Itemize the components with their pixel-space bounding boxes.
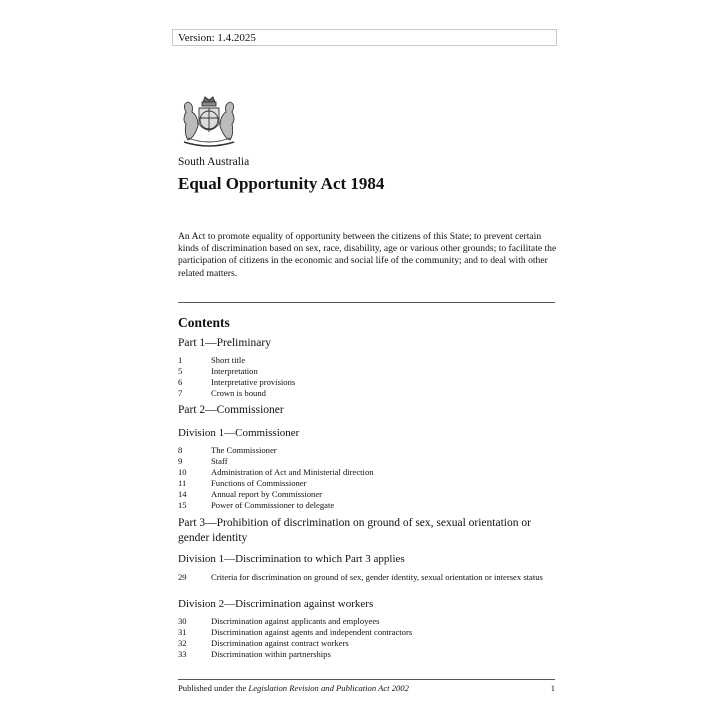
- toc-entry[interactable]: [178, 649, 558, 660]
- toc-entry[interactable]: [178, 366, 558, 377]
- section-title: Annual report by Commissioner: [211, 489, 322, 499]
- section-number: 5: [178, 366, 183, 376]
- section-number: 31: [178, 627, 187, 637]
- part-2-heading: Part 2—Commissioner: [178, 404, 284, 416]
- footer-published-label: Published under the: [178, 683, 249, 693]
- section-number: 14: [178, 489, 187, 499]
- section-title: The Commissioner: [211, 445, 277, 455]
- section-number: 15: [178, 500, 187, 510]
- part-3-heading: Part 3—Prohibition of discrimination on ground of sex, sexual orientation or gender identity: [178, 517, 531, 544]
- page-footer: [178, 683, 555, 693]
- long-title: An Act to promote equality of opportunity between the citizens of this State; to prevent certain kinds of discrimination based on sex, race, disability, age or various other grounds; to facilitate the participation of citizens in the economic and social life of the community; and to deal with other related matters.: [178, 231, 557, 279]
- section-number: 32: [178, 638, 187, 648]
- part-2-division-1-heading: Division 1—Commissioner: [178, 427, 300, 439]
- section-title: Staff: [211, 456, 228, 466]
- coat-of-arms-crest: [178, 94, 240, 150]
- section-number: 6: [178, 377, 183, 387]
- footer-divider: [178, 679, 555, 680]
- version-label: Version: 1.4.2025: [178, 32, 256, 44]
- toc-entry[interactable]: [178, 616, 558, 627]
- section-title: Discrimination within partnerships: [211, 649, 331, 659]
- divider: [178, 302, 555, 303]
- toc-entry[interactable]: [178, 638, 558, 649]
- part-1-heading: Part 1—Preliminary: [178, 337, 271, 349]
- section-title: Crown is bound: [211, 388, 266, 398]
- toc-entry[interactable]: [178, 627, 558, 638]
- toc-entry[interactable]: [178, 478, 558, 489]
- page-number: 1: [550, 683, 555, 693]
- footer-act-reference: Legislation Revision and Publication Act 2002: [248, 683, 409, 693]
- section-title: Interpretative provisions: [211, 377, 296, 387]
- section-number: 11: [178, 478, 187, 488]
- section-title: Short title: [211, 355, 246, 365]
- section-number: 29: [178, 572, 187, 582]
- version-box: [172, 29, 557, 46]
- toc-entry[interactable]: [178, 388, 558, 399]
- section-title: Discrimination against agents and independent contractors: [211, 627, 413, 637]
- section-number: 7: [178, 388, 183, 398]
- section-title: Discrimination against applicants and employees: [211, 616, 380, 626]
- section-number: 33: [178, 649, 187, 659]
- part-3-division-1-heading: Division 1—Discrimination to which Part 3 applies: [178, 553, 405, 565]
- toc-entry[interactable]: [178, 467, 558, 478]
- section-title: Discrimination against contract workers: [211, 638, 349, 648]
- toc-entry[interactable]: [178, 489, 558, 500]
- toc-entry[interactable]: [178, 572, 558, 583]
- section-number: 10: [178, 467, 187, 477]
- toc-entry[interactable]: [178, 456, 558, 467]
- section-number: 1: [178, 355, 183, 365]
- jurisdiction: South Australia: [178, 156, 250, 168]
- section-title: Administration of Act and Ministerial direction: [211, 467, 374, 477]
- section-number: 9: [178, 456, 183, 466]
- act-title: Equal Opportunity Act 1984: [178, 174, 385, 193]
- toc-entry[interactable]: [178, 500, 558, 511]
- section-title: Functions of Commissioner: [211, 478, 307, 488]
- section-number: 8: [178, 445, 183, 455]
- contents-heading: Contents: [178, 315, 230, 330]
- part-1-section-list: [178, 355, 558, 399]
- section-title: Power of Commissioner to delegate: [211, 500, 335, 510]
- part-3-division-1-section-list: [178, 572, 558, 583]
- part-3-division-2-heading: Division 2—Discrimination against workers: [178, 598, 374, 610]
- section-number: 30: [178, 616, 187, 626]
- part-3-division-2-section-list: [178, 616, 558, 660]
- toc-entry[interactable]: [178, 377, 558, 388]
- toc-entry[interactable]: [178, 445, 558, 456]
- toc-entry[interactable]: [178, 355, 558, 366]
- section-title: Interpretation: [211, 366, 258, 376]
- section-title: Criteria for discrimination on ground of sex, gender identity, sexual orientation or intersex status: [211, 572, 543, 582]
- part-2-division-1-section-list: [178, 445, 558, 511]
